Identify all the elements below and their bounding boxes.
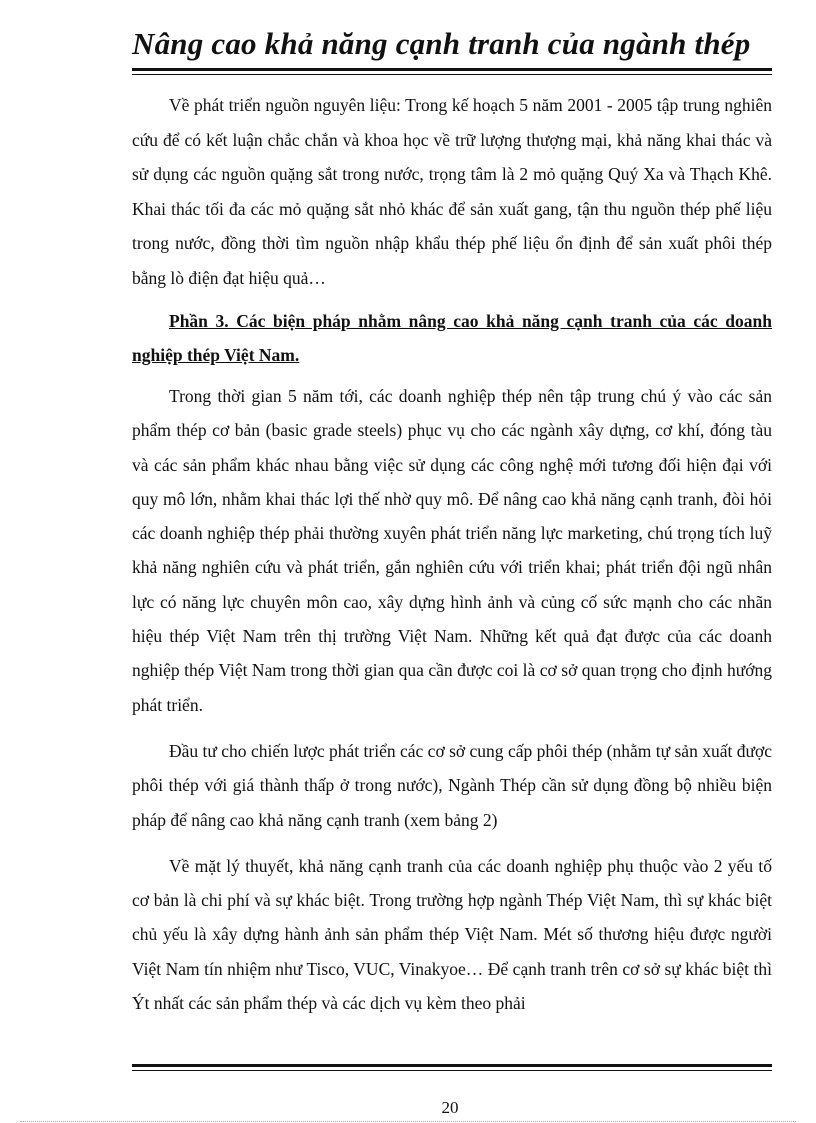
page-bottom-edge xyxy=(20,1121,796,1122)
section-heading: Phần 3. Các biện pháp nhằm nâng cao khả năng cạnh tranh của các doanh nghiệp thép Việt Nam. xyxy=(132,311,772,365)
paragraph-five-years: Trong thời gian 5 năm tới, các doanh nghiệp thép nên tập trung chú ý vào các sản phẩm thép cơ bản (basic grade steels) phục vụ cho các ngành xây dựng, cơ khí, đóng tàu và các sản phẩm khác nhau bằng việc sử dụng các công nghệ mới tương đối hiện đại với quy mô lớn, nhằm khai thác lợi thế nhờ quy mô. Để nâng cao khả năng cạnh tranh, đòi hỏi các doanh nghiệp thép phải thường xuyên phát triển năng lực marketing, chú trọng tích luỹ khả năng nghiên cứu và phát triển, gắn nghiên cứu với triển khai; phát triển đội ngũ nhân lực có năng lực chuyên môn cao, xây dựng hình ảnh và củng cố sức mạnh cho các nhãn hiệu thép Việt Nam trên thị trường Việt Nam. Những kết quả đạt được của các doanh nghiệp thép Việt Nam trong thời gian qua cần được coi là cơ sở quan trọng cho định hướng phát triển. xyxy=(132,386,772,715)
header-divider xyxy=(132,68,772,75)
document-body xyxy=(132,88,772,1020)
page-number: 20 xyxy=(441,1098,459,1117)
paragraph-raw-materials: Về phát triển nguồn nguyên liệu: Trong kế hoạch 5 năm 2001 - 2005 tập trung nghiên cứu để có kết luận chắc chắn và khoa học về trữ lượng thượng mại, khả năng khai thác và sử dụng các nguồn quặng sắt trong nước, trọng tâm là 2 mỏ quặng Quý Xa và Thạch Khê. Khai thác tối đa các mỏ quặng sắt nhỏ khác để sản xuất gang, tận thu nguồn thép phế liệu trong nước, đồng thời tìm nguồn nhập khẩu thép phế liệu ổn định để sản xuất phôi thép bằng lò điện đạt hiệu quả… xyxy=(132,95,772,288)
paragraph-investment: Đầu tư cho chiến lược phát triển các cơ sở cung cấp phôi thép (nhằm tự sản xuất được phôi thép với giá thành thấp ở trong nước), Ngành Thép cần sử dụng đồng bộ nhiều biện pháp để nâng cao khả năng cạnh tranh (xem bảng 2) xyxy=(132,740,772,830)
paragraph-theory: Về mặt lý thuyết, khả năng cạnh tranh của các doanh nghiệp phụ thuộc vào 2 yếu tố cơ bản là chi phí và sự khác biệt. Trong trường hợp ngành Thép Việt Nam, thì sự khác biệt chủ yếu là xây dựng hành ảnh sản phẩm thép Việt Nam. Mét số thương hiệu được người Việt Nam tín nhiệm như Tisco, VUC, Vinakyoe… Để cạnh tranh trên cơ sở sự khác biệt thì Ýt nhất các sản phẩm thép và các dịch vụ kèm theo phải xyxy=(132,855,772,1014)
page-header xyxy=(132,22,772,66)
document-title: Nâng cao khả năng cạnh tranh của ngành thép xyxy=(132,26,751,61)
footer-divider xyxy=(132,1064,772,1071)
